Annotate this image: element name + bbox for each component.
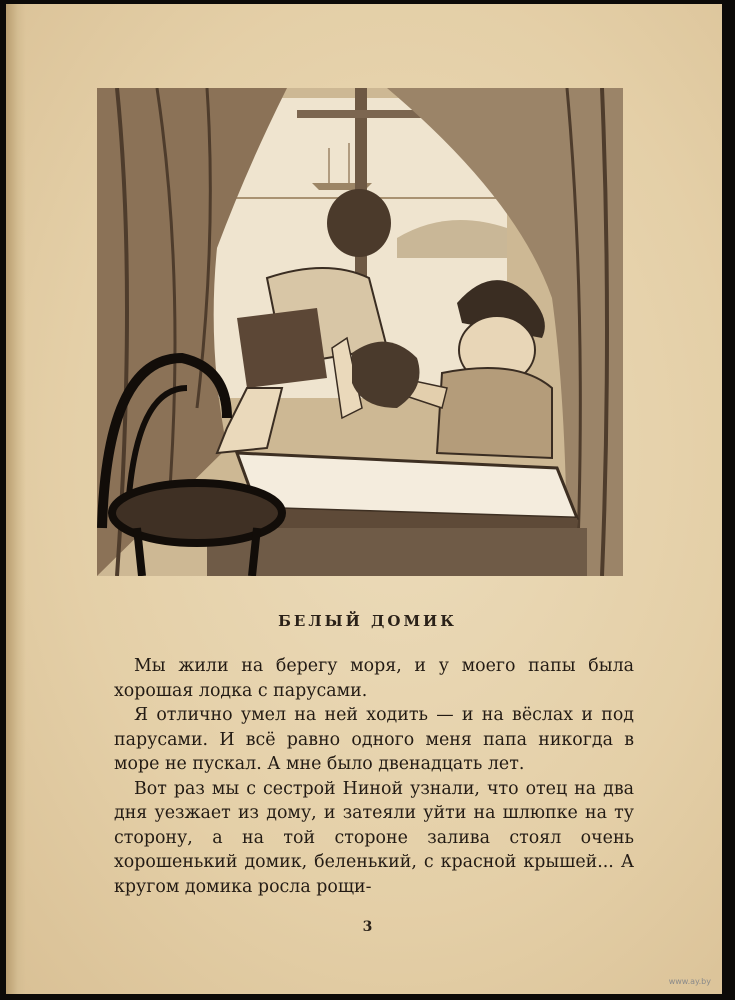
- boy-body: [437, 368, 552, 458]
- paragraph: Мы жили на берегу моря, и у моего папы была хорошая лодка с парусами.: [114, 656, 634, 701]
- chapter-title: БЕЛЫЙ ДОМИК: [278, 612, 457, 630]
- page-spine-shadow: [6, 4, 26, 994]
- page-number: 3: [362, 919, 373, 935]
- girl-head: [327, 189, 391, 257]
- watermark: www.ay.by: [668, 977, 711, 986]
- story-text: [114, 654, 634, 899]
- paragraph: Я отлично умел на ней ходить — и на вёслах и под парусами. И всё равно одного меня папа никогда в море не пускал. А мне было двенадцать лет.: [114, 705, 634, 774]
- paragraph: Вот раз мы с сестрой Ниной узнали, что отец на два дня уезжает из дому, и затеяли уйти на шлюпке на ту сторону, а на той стороне залива стоял очень хорошенький домик, беленький, с красной крышей... А кругом домика росла рощи-: [114, 778, 634, 897]
- girl-shorts: [237, 308, 327, 388]
- story-illustration: [97, 88, 623, 576]
